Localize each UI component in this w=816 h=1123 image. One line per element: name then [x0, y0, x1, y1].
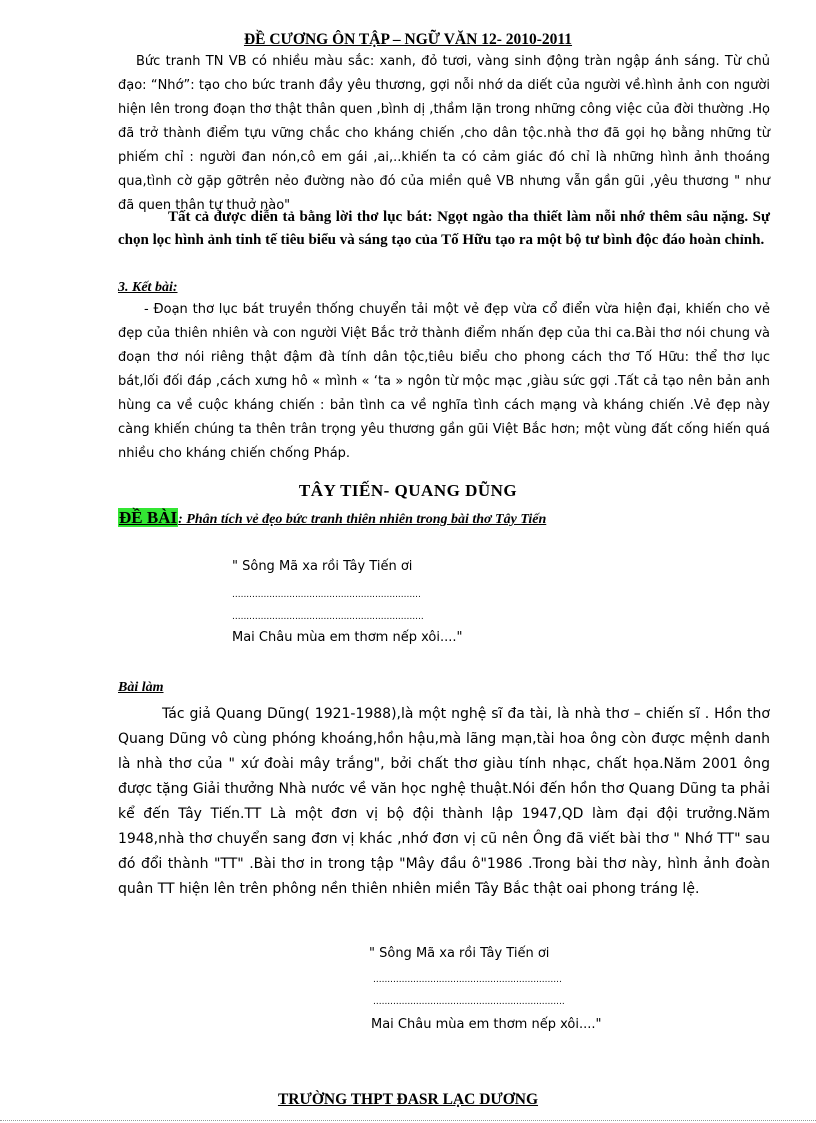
topic-label: ĐỀ BÀI	[119, 508, 178, 527]
section-title: TÂY TIẾN- QUANG DŨNG	[298, 481, 518, 500]
intro-paragraph: Bức tranh TN VB có nhiều màu sắc: xanh, đỏ tươi, vàng sinh động tràn ngập ánh sáng. Từ chủ đạo: “Nhớ”: tạo cho bức tranh đầy yêu thương, gợi nỗi nhớ da diết của người về.hình ảnh con người hiện lên trong đoạn thơ thật thân quen ,bình dị ,thầm lặn trong những công việc của đời thường .Họ đã trở thành điểm tựu vững chắc cho kháng chiến ,cho dân tộc.nhà thơ đã gọi họ bằng những từ phiếm chỉ : người đan nón,cô em gái ,ai,..khiến ta có cảm giác đó chỉ là những hình ảnh thoáng qua,tình cờ gặp gỡtrên nẻo đường nào đó của miền quê VB nhưng vẫn gần gũi ,yêu thương " như đã quen thân tự thuở nào"	[118, 54, 770, 213]
essay-heading: Bài làm	[118, 680, 164, 695]
page-header	[0, 31, 816, 49]
summary-paragraph: Tất cả được diễn tả bằng lời thơ lục bát: Ngọt ngào tha thiết làm nỗi nhớ thêm sâu nặng. Sự chọn lọc hình ảnh tinh tế tiêu biểu và sáng tạo của Tố Hữu tạo ra một bộ tư bình độc đáo hoàn chỉnh.	[118, 209, 770, 248]
conclusion-paragraph: - Đoạn thơ lục bát truyền thống chuyển tải một vẻ đẹp vừa cổ điển vừa hiện đại, khiến cho vẻ đẹp của thiên nhiên và con người Việt Bắc trở thành điểm nhấn đẹp của thi ca.Bài thơ nói chung và đoạn thơ nói riêng thật đậm đà tính dân tộc,tiêu biểu cho phong cách thơ Tố Hữu: thể thơ lục bát,lối đối đáp ,cách xưng hô « mình « ‘ta » ngôn từ mộc mạc ,giàu sức gợi .Tất cả tạo nên bản anh hùng ca về cuộc kháng chiến : bản tình ca về nghĩa tình cách mạng và kháng chiến .Vẻ đẹp này càng khiến chúng ta thên trân trọng yêu thương gần gũi Việt Bắc hơn; một vùng đất cống hiến quá nhiều cho kháng chiến chống Pháp.	[118, 302, 770, 461]
poem1-line4: Mai Châu mùa em thơm nếp xôi...."	[232, 630, 463, 645]
poem2-line4: Mai Châu mùa em thơm nếp xôi...."	[371, 1017, 602, 1032]
poem2-line1: " Sông Mã xa rồi Tây Tiến ơi	[369, 946, 550, 961]
topic-text: : Phân tích vẻ đẹo bức tranh thiên nhiên trong bài thơ Tây Tiến	[178, 512, 547, 527]
poem2-dots2: ...................................................................	[373, 997, 565, 1007]
footer-divider	[0, 1120, 816, 1122]
header-title: ĐỀ CƯƠNG ÔN TẬP – NGỮ VĂN 12- 2010-2011	[243, 31, 573, 48]
footer-text: TRƯỜNG THPT ĐASR LẠC DƯƠNG	[277, 1091, 539, 1108]
conclusion-heading: 3. Kết bài:	[118, 280, 178, 295]
poem1-dots1: ..................................................................	[232, 590, 421, 600]
essay-paragraph: Tác giả Quang Dũng( 1921-1988),là một nghệ sĩ đa tài, là nhà thơ – chiến sĩ . Hồn thơ Quang Dũng vô cùng phóng khoáng,hồn hậu,mà lãng mạn,tài hoa ông còn được mệnh danh là nhà thơ của " xứ đoài mây trắng", bởi chất thơ giàu tính nhạc, chất họa.Năm 2001 ông được tặng Giải thưởng Nhà nước về văn học nghệ thuật.Nói đến hồn thơ Quang Dũng ta phải kể đến Tây Tiến.TT Là một đơn vị bộ đội thành lập 1947,QD làm đại đội trưởng.Năm 1948,nhà thơ chuyển sang đơn vị khác ,nhớ đơn vị cũ nên Ông đã viết bài thơ " Nhớ TT" sau đó đổi thành "TT" .Bài thơ in trong tập "Mây đầu ô"1986 .Trong bài thơ này, hình ảnh đoàn quân TT hiện lên trên phông nền thiên nhiên miền Tây Bắc thật oai phong tráng lệ.	[118, 706, 770, 897]
poem2-dots1: ..................................................................	[373, 975, 562, 985]
page-footer	[0, 1091, 816, 1109]
topic-row	[118, 508, 546, 528]
poem1-line1: " Sông Mã xa rồi Tây Tiến ơi	[232, 559, 413, 574]
poem1-dots2: ...................................................................	[232, 612, 424, 622]
